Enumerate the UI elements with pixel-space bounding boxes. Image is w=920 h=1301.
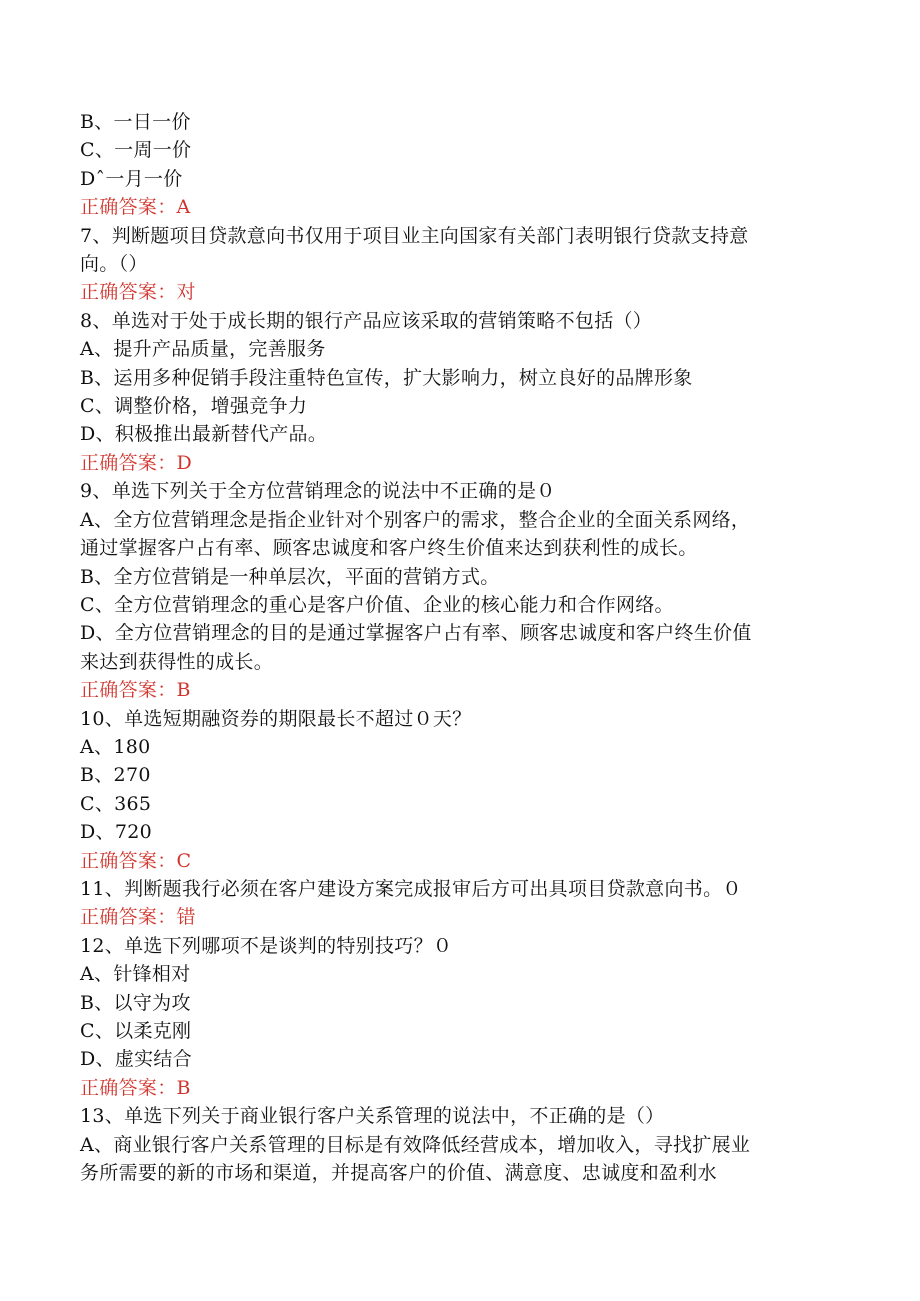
question-line: 12、单选下列哪项不是谈判的特别技巧？０ (80, 934, 453, 957)
question-line: 7、判断题项目贷款意向书仅用于项目业主向国家有关部门表明银行贷款支持意 (80, 224, 749, 247)
option-line: C、全方位营销理念的重心是客户价值、企业的核心能力和合作网络。 (80, 593, 674, 616)
question-line: 9、单选下列关于全方位营销理念的说法中不正确的是０ (80, 480, 556, 503)
option-line: A、全方位营销理念是指企业针对个别客户的需求，整合企业的全面关系网络， (80, 508, 751, 531)
option-line: B、运用多种促销手段注重特色宣传，扩大影响力，树立良好的品牌形象 (80, 366, 693, 389)
answer-line: 正确答案：对 (80, 281, 196, 304)
option-line: D、积极推出最新替代产品。 (80, 423, 328, 446)
option-line: D、720 (80, 821, 152, 844)
option-line: Dˆ一月一价 (80, 167, 183, 190)
question-line: 11、判断题我行必须在客户建设方案完成报审后方可出具项目贷款意向书。０ (80, 877, 742, 900)
answer-line: 正确答案：B (80, 679, 191, 702)
option-line: D、虚实结合 (80, 1048, 193, 1071)
option-line: A、提升产品质量，完善服务 (80, 338, 326, 361)
answer-line: 正确答案：错 (80, 906, 196, 929)
answer-line: 正确答案：C (80, 849, 192, 872)
option-line: A、针锋相对 (80, 963, 191, 986)
question-line: 13、单选下列关于商业银行客户关系管理的说法中，不正确的是（） (80, 1105, 665, 1128)
option-line: C、一周一价 (80, 139, 192, 162)
option-line: C、调整价格，增强竞争力 (80, 395, 308, 418)
option-line: 务所需要的新的市场和渠道，并提高客户的价值、满意度、忠诚度和盈利水 (80, 1162, 717, 1185)
document-page (80, 108, 860, 1187)
option-line: B、全方位营销是一种单层次，平面的营销方式。 (80, 565, 500, 588)
option-line: C、365 (80, 792, 152, 815)
question-line: 向。（） (80, 253, 148, 276)
option-line: B、270 (80, 764, 151, 787)
question-line: 8、单选对于处于成长期的银行产品应该采取的营销策略不包括（） (80, 309, 653, 332)
option-line: C、以柔克刚 (80, 1020, 192, 1042)
option-line: A、180 (80, 735, 151, 758)
option-line: 来达到获得性的成长。 (80, 650, 274, 673)
option-line: D、全方位营销理念的目的是通过掌握客户占有率、顾客忠诚度和客户终生价值 (80, 622, 752, 645)
answer-line: 正确答案：D (80, 451, 193, 474)
answer-line: 正确答案：B (80, 1076, 191, 1099)
option-line: B、一日一价 (80, 111, 191, 133)
question-line: 10、单选短期融资券的期限最长不超过０天？ (80, 707, 472, 730)
answer-line: 正确答案：A (80, 196, 191, 219)
option-line: A、商业银行客户关系管理的目标是有效降低经营成本，增加收入，寻找扩展业 (80, 1133, 751, 1156)
option-line: 通过掌握客户占有率、顾客忠诚度和客户终生价值来达到获利性的成长。 (80, 537, 698, 560)
option-line: B、以守为攻 (80, 991, 191, 1014)
